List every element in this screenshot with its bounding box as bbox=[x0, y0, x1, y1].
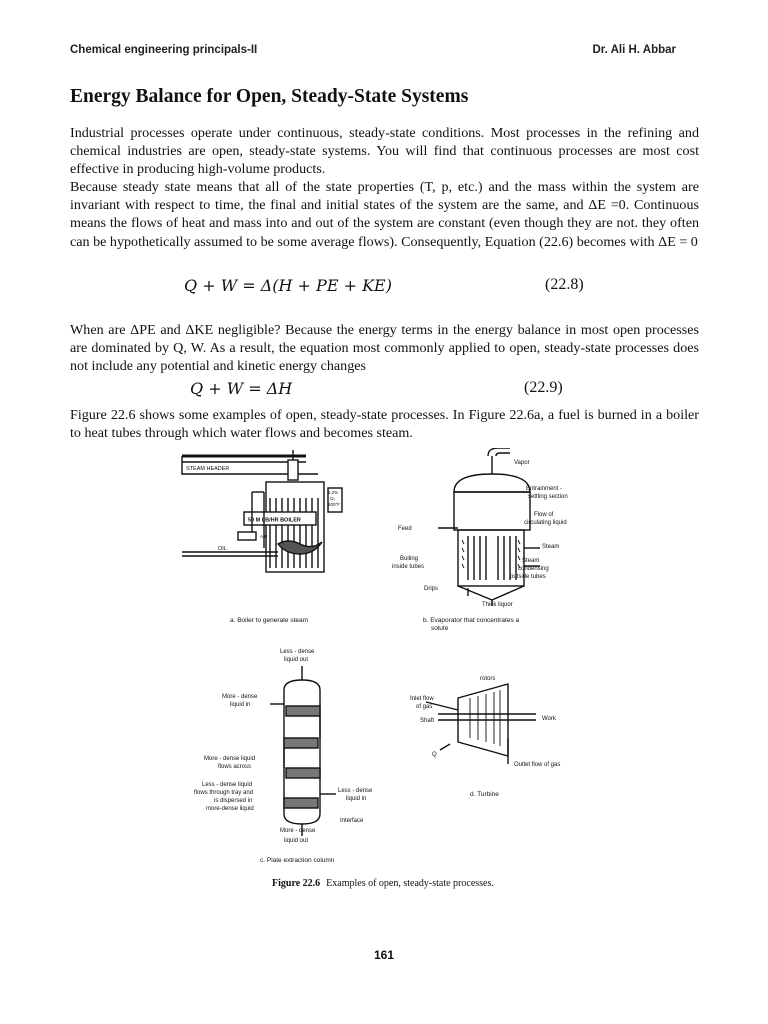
flow-of-label: Flow of bbox=[534, 512, 554, 518]
outlet-flow-label: Outlet flow of gas bbox=[514, 762, 561, 768]
evaporator-caption-1: b. Evaporator that concentrates a bbox=[423, 617, 520, 624]
steam-condensing-label-2: condensing bbox=[518, 566, 549, 572]
settling-label: settling section bbox=[528, 494, 568, 500]
equation-22-8: Q + W = Δ(H + PE + KE) bbox=[184, 276, 392, 295]
less-dense-in-label-1: Less - dense bbox=[338, 788, 373, 794]
turbine-caption: d. Turbine bbox=[470, 791, 499, 798]
steam-condensing-label-1: Steam bbox=[522, 558, 540, 564]
drips-label: Drips bbox=[424, 586, 439, 592]
evaporator-caption-2: solute bbox=[431, 625, 449, 632]
less-dense-out-label-2: liquid out bbox=[284, 657, 309, 663]
less-dense-through-label-2: flows through tray and bbox=[194, 790, 254, 796]
figure-caption bbox=[272, 878, 494, 889]
paragraph-steady-state: Because steady state means that all of the state properties (T, p, etc.) and the mass within the system are invariant with respect to time, the final and initial states of the system are the same, and ΔE =0. Continuous means the flows of heat and mass into and out of the system are constant (even though they are not. they often can be hypothetically assumed to be some average flows). Consequently, Equation (22.6) becomes with ΔE = 0 bbox=[70, 179, 699, 250]
less-dense-in-label-2: liquid in bbox=[346, 796, 367, 802]
entrainment-label: Entrainment - bbox=[526, 486, 563, 492]
page-number: 161 bbox=[373, 948, 395, 962]
equation-number-22-8: (22.8) bbox=[545, 276, 584, 293]
boiler-label: 50 M LB/HR BOILER bbox=[248, 517, 301, 524]
paragraph-negligible: When are ΔPE and ΔKE negligible? Because the energy terms in the energy balance in most open processes are dominated by Q, W. As a result, the equation most commonly applied to open, steady-state processes does not include any potential and kinetic energy changes bbox=[70, 322, 699, 375]
thick-liquor-label: Thick liquor bbox=[482, 602, 513, 608]
boiling-label: Boiling bbox=[400, 556, 419, 562]
less-dense-through-label-4: more-dense liquid bbox=[206, 806, 254, 812]
paragraph-figure-intro: Figure 22.6 shows some examples of open, steady-state processes. In Figure 22.6a, a fuel is burned in a boiler to heat tubes through which water flows and becomes steam. bbox=[70, 407, 699, 442]
less-dense-out-label-1: Less - dense bbox=[280, 649, 315, 655]
less-dense-through-label-3: is dispersed in bbox=[214, 798, 253, 804]
extraction-column-diagram bbox=[270, 666, 336, 836]
inside-tubes-label: inside tubes bbox=[392, 564, 425, 570]
inlet-flow-label-1: Inlet flow bbox=[410, 696, 434, 702]
shaft-label: Shaft bbox=[420, 718, 435, 724]
o2-percent-label: 6.2% bbox=[328, 490, 339, 495]
oil-label: OIL bbox=[218, 546, 227, 552]
equation-22-9: Q + W = ΔH bbox=[190, 379, 293, 398]
extraction-column-caption: c. Plate extraction column bbox=[260, 857, 335, 864]
turbine-diagram bbox=[426, 684, 536, 764]
more-dense-across-label-1: More - dense liquid bbox=[204, 756, 256, 762]
more-dense-in-label-2: liquid in bbox=[230, 702, 251, 708]
feed-label: Feed bbox=[398, 526, 412, 532]
q-label: Q bbox=[432, 752, 437, 758]
outside-tubes-label: outside tubes bbox=[510, 574, 546, 580]
running-header-author: Dr. Ali H. Abbar bbox=[592, 44, 676, 56]
more-dense-out-label-1: More - dense bbox=[280, 828, 316, 834]
circulating-liquid-label: circulating liquid bbox=[524, 520, 567, 526]
inlet-flow-label-2: of gas bbox=[416, 704, 433, 710]
less-dense-through-label-1: Less - dense liquid bbox=[202, 782, 253, 788]
steam-header-label: STEAM HEADER bbox=[186, 466, 230, 472]
more-dense-in-label-1: More - dense bbox=[222, 694, 258, 700]
section-title: Energy Balance for Open, Steady-State Systems bbox=[70, 86, 469, 107]
figure-caption-text: Examples of open, steady-state processes. bbox=[326, 878, 494, 889]
running-header-title: Chemical engineering principals-II bbox=[70, 44, 258, 56]
more-dense-across-label-2: flows across bbox=[218, 764, 252, 770]
boiler-caption: a. Boiler to generate steam bbox=[230, 617, 309, 624]
more-dense-out-label-2: liquid out bbox=[284, 838, 309, 844]
figure-22-6 bbox=[178, 448, 598, 873]
paragraph-intro: Industrial processes operate under continuous, steady-state conditions. Most processes in the refining and chemical industries are open, steady-state systems. You will find that continuous processes are most cost effective in producing high-volume products. bbox=[70, 125, 699, 178]
rotors-label: rotors bbox=[480, 676, 496, 682]
equation-number-22-9: (22.9) bbox=[524, 379, 563, 396]
steam-label: Steam bbox=[542, 544, 560, 550]
work-label: Work bbox=[542, 716, 556, 722]
evaporator-diagram bbox=[438, 448, 540, 606]
figure-caption-label: Figure 22.6 bbox=[272, 878, 321, 889]
o2-temp-label: 600°F bbox=[328, 502, 341, 507]
o2-label: O₂ bbox=[330, 496, 336, 501]
air-label: AIR bbox=[260, 534, 268, 539]
vapor-label: Vapor bbox=[514, 460, 530, 466]
interface-label: Interface bbox=[340, 818, 364, 824]
